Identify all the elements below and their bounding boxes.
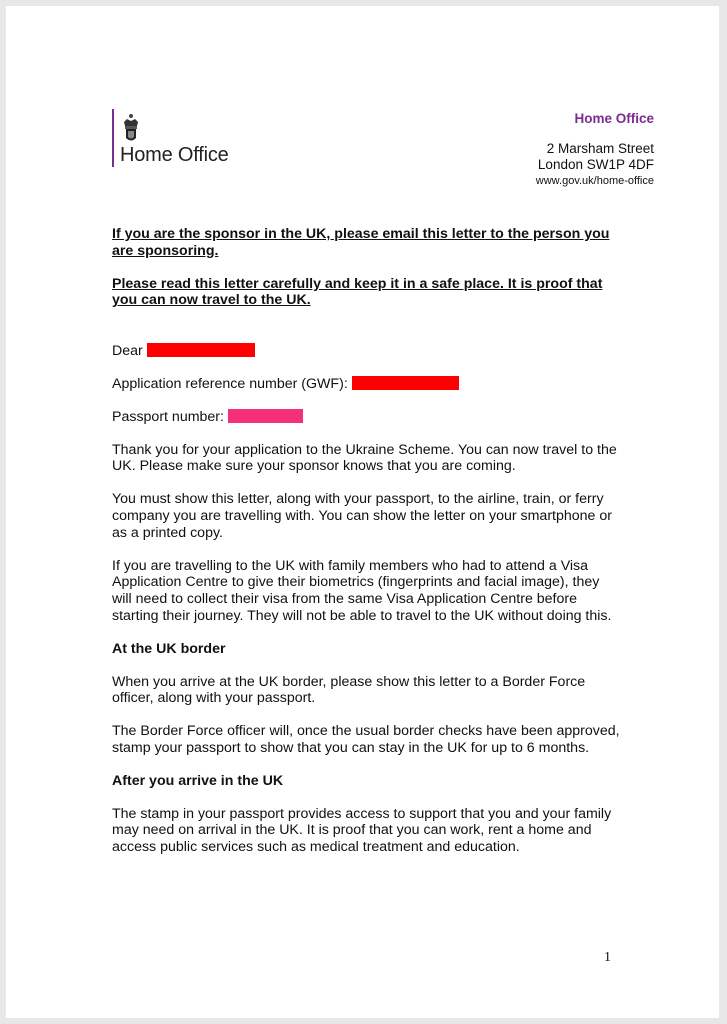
paragraph-3: If you are travelling to the UK with family members who had to attend a Visa Application Centre to give their biometrics (fingerprints and facial image), they will need to collect their visa from the same Visa Application Centre before starting their journey. They will not be able to travel to the UK without doing this. [112, 557, 612, 624]
letter-page [6, 6, 719, 1018]
org-name: Home Office [574, 111, 654, 126]
letter-body [112, 226, 622, 856]
page-number: 1 [604, 950, 611, 965]
dear-label: Dear [112, 343, 143, 360]
passport-label: Passport number: [112, 408, 224, 425]
paragraph-6: The stamp in your passport provides access to support that you and your family may need on arrival in the UK. It is proof that you can work, rent a home and access public services such as medical treatment and education. [112, 805, 612, 856]
sponsor-notice: If you are the sponsor in the UK, please email this letter to the person you are sponsoring. [112, 226, 610, 259]
sender-address [536, 111, 654, 189]
proof-notice: Please read this letter carefully and keep it in a safe place. It is proof that you can now travel to the UK. [112, 275, 603, 309]
website-link: www.gov.uk/home-office [535, 175, 654, 187]
paragraph-4: When you arrive at the UK border, please show this letter to a Border Force officer, along with your passport. [112, 673, 586, 707]
gwf-line [112, 376, 622, 393]
logo-accent-bar [112, 109, 114, 167]
address-line-1: 2 Marsham Street [546, 141, 654, 156]
redacted-name [147, 343, 255, 357]
address-line-2: London SW1P 4DF [537, 157, 654, 172]
heading-uk-border: At the UK border [112, 640, 226, 657]
heading-after-arrival: After you arrive in the UK [112, 772, 284, 789]
paragraph-2: You must show this letter, along with your passport, to the airline, train, or ferry company you are travelling with. You can show the letter on your smartphone or as a printed copy. [112, 491, 612, 541]
gwf-label: Application reference number (GWF): [112, 375, 348, 392]
redacted-passport [228, 409, 303, 423]
logo-text: Home Office [120, 144, 229, 166]
paragraph-5: The Border Force officer will, once the usual border checks have been approved, stamp your passport to show that you can stay in the UK for up to 6 months. [112, 723, 620, 756]
royal-crest-icon [120, 113, 142, 147]
redacted-gwf [352, 376, 459, 390]
salutation [112, 343, 622, 360]
paragraph-1: Thank you for your application to the Ukraine Scheme. You can now travel to the UK. Please make sure your sponsor knows that you are coming. [112, 441, 617, 475]
passport-line [112, 409, 622, 426]
